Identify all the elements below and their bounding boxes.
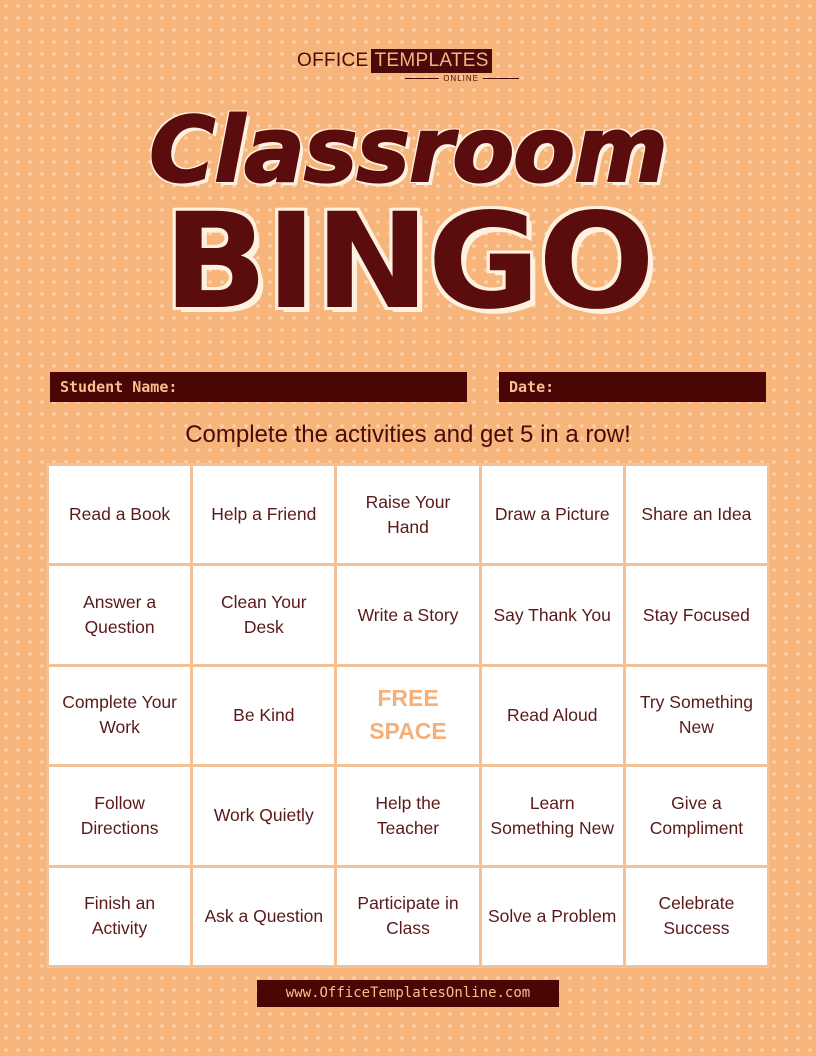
bingo-cell: Help a Friend [193, 466, 334, 563]
bingo-cell: Solve a Problem [482, 868, 623, 965]
bingo-cell: Write a Story [337, 566, 478, 663]
bingo-cell: Complete Your Work [49, 667, 190, 764]
bingo-cell: Share an Idea [626, 466, 767, 563]
bingo-cell: Ask a Question [193, 868, 334, 965]
bingo-cell: Stay Focused [626, 566, 767, 663]
bingo-cell: Clean Your Desk [193, 566, 334, 663]
brand-logo [297, 49, 519, 85]
logo-online-text: ONLINE [443, 74, 479, 83]
bingo-grid [46, 463, 770, 968]
bingo-cell: Say Thank You [482, 566, 623, 663]
bingo-cell: Give a Compliment [626, 767, 767, 864]
bingo-cell: Read a Book [49, 466, 190, 563]
bingo-cell: Work Quietly [193, 767, 334, 864]
student-name-field[interactable]: Student Name: [50, 372, 467, 402]
bingo-cell: Help the Teacher [337, 767, 478, 864]
bingo-cell: Try Something New [626, 667, 767, 764]
instruction-text: Complete the activities and get 5 in a row! [185, 421, 631, 448]
bingo-cell: Learn Something New [482, 767, 623, 864]
footer-url[interactable]: www.OfficeTemplatesOnline.com [257, 980, 559, 1007]
logo-templates-text: TEMPLATES [371, 49, 491, 73]
bingo-cell: Finish an Activity [49, 868, 190, 965]
bingo-cell: Read Aloud [482, 667, 623, 764]
logo-office-text: OFFICE [297, 50, 369, 71]
free-space-cell: FREE SPACE [337, 667, 478, 764]
bingo-cell: Raise Your Hand [337, 466, 478, 563]
bingo-cell: Be Kind [193, 667, 334, 764]
bingo-cell: Follow Directions [49, 767, 190, 864]
bingo-cell: Participate in Class [337, 868, 478, 965]
title-bingo: BINGO [163, 185, 653, 339]
logo-divider [483, 78, 519, 79]
bingo-cell: Answer a Question [49, 566, 190, 663]
bingo-cell: Draw a Picture [482, 466, 623, 563]
logo-divider [405, 78, 439, 79]
bingo-cell: Celebrate Success [626, 868, 767, 965]
date-field[interactable]: Date: [499, 372, 766, 402]
title-classroom: Classroom [149, 98, 667, 203]
